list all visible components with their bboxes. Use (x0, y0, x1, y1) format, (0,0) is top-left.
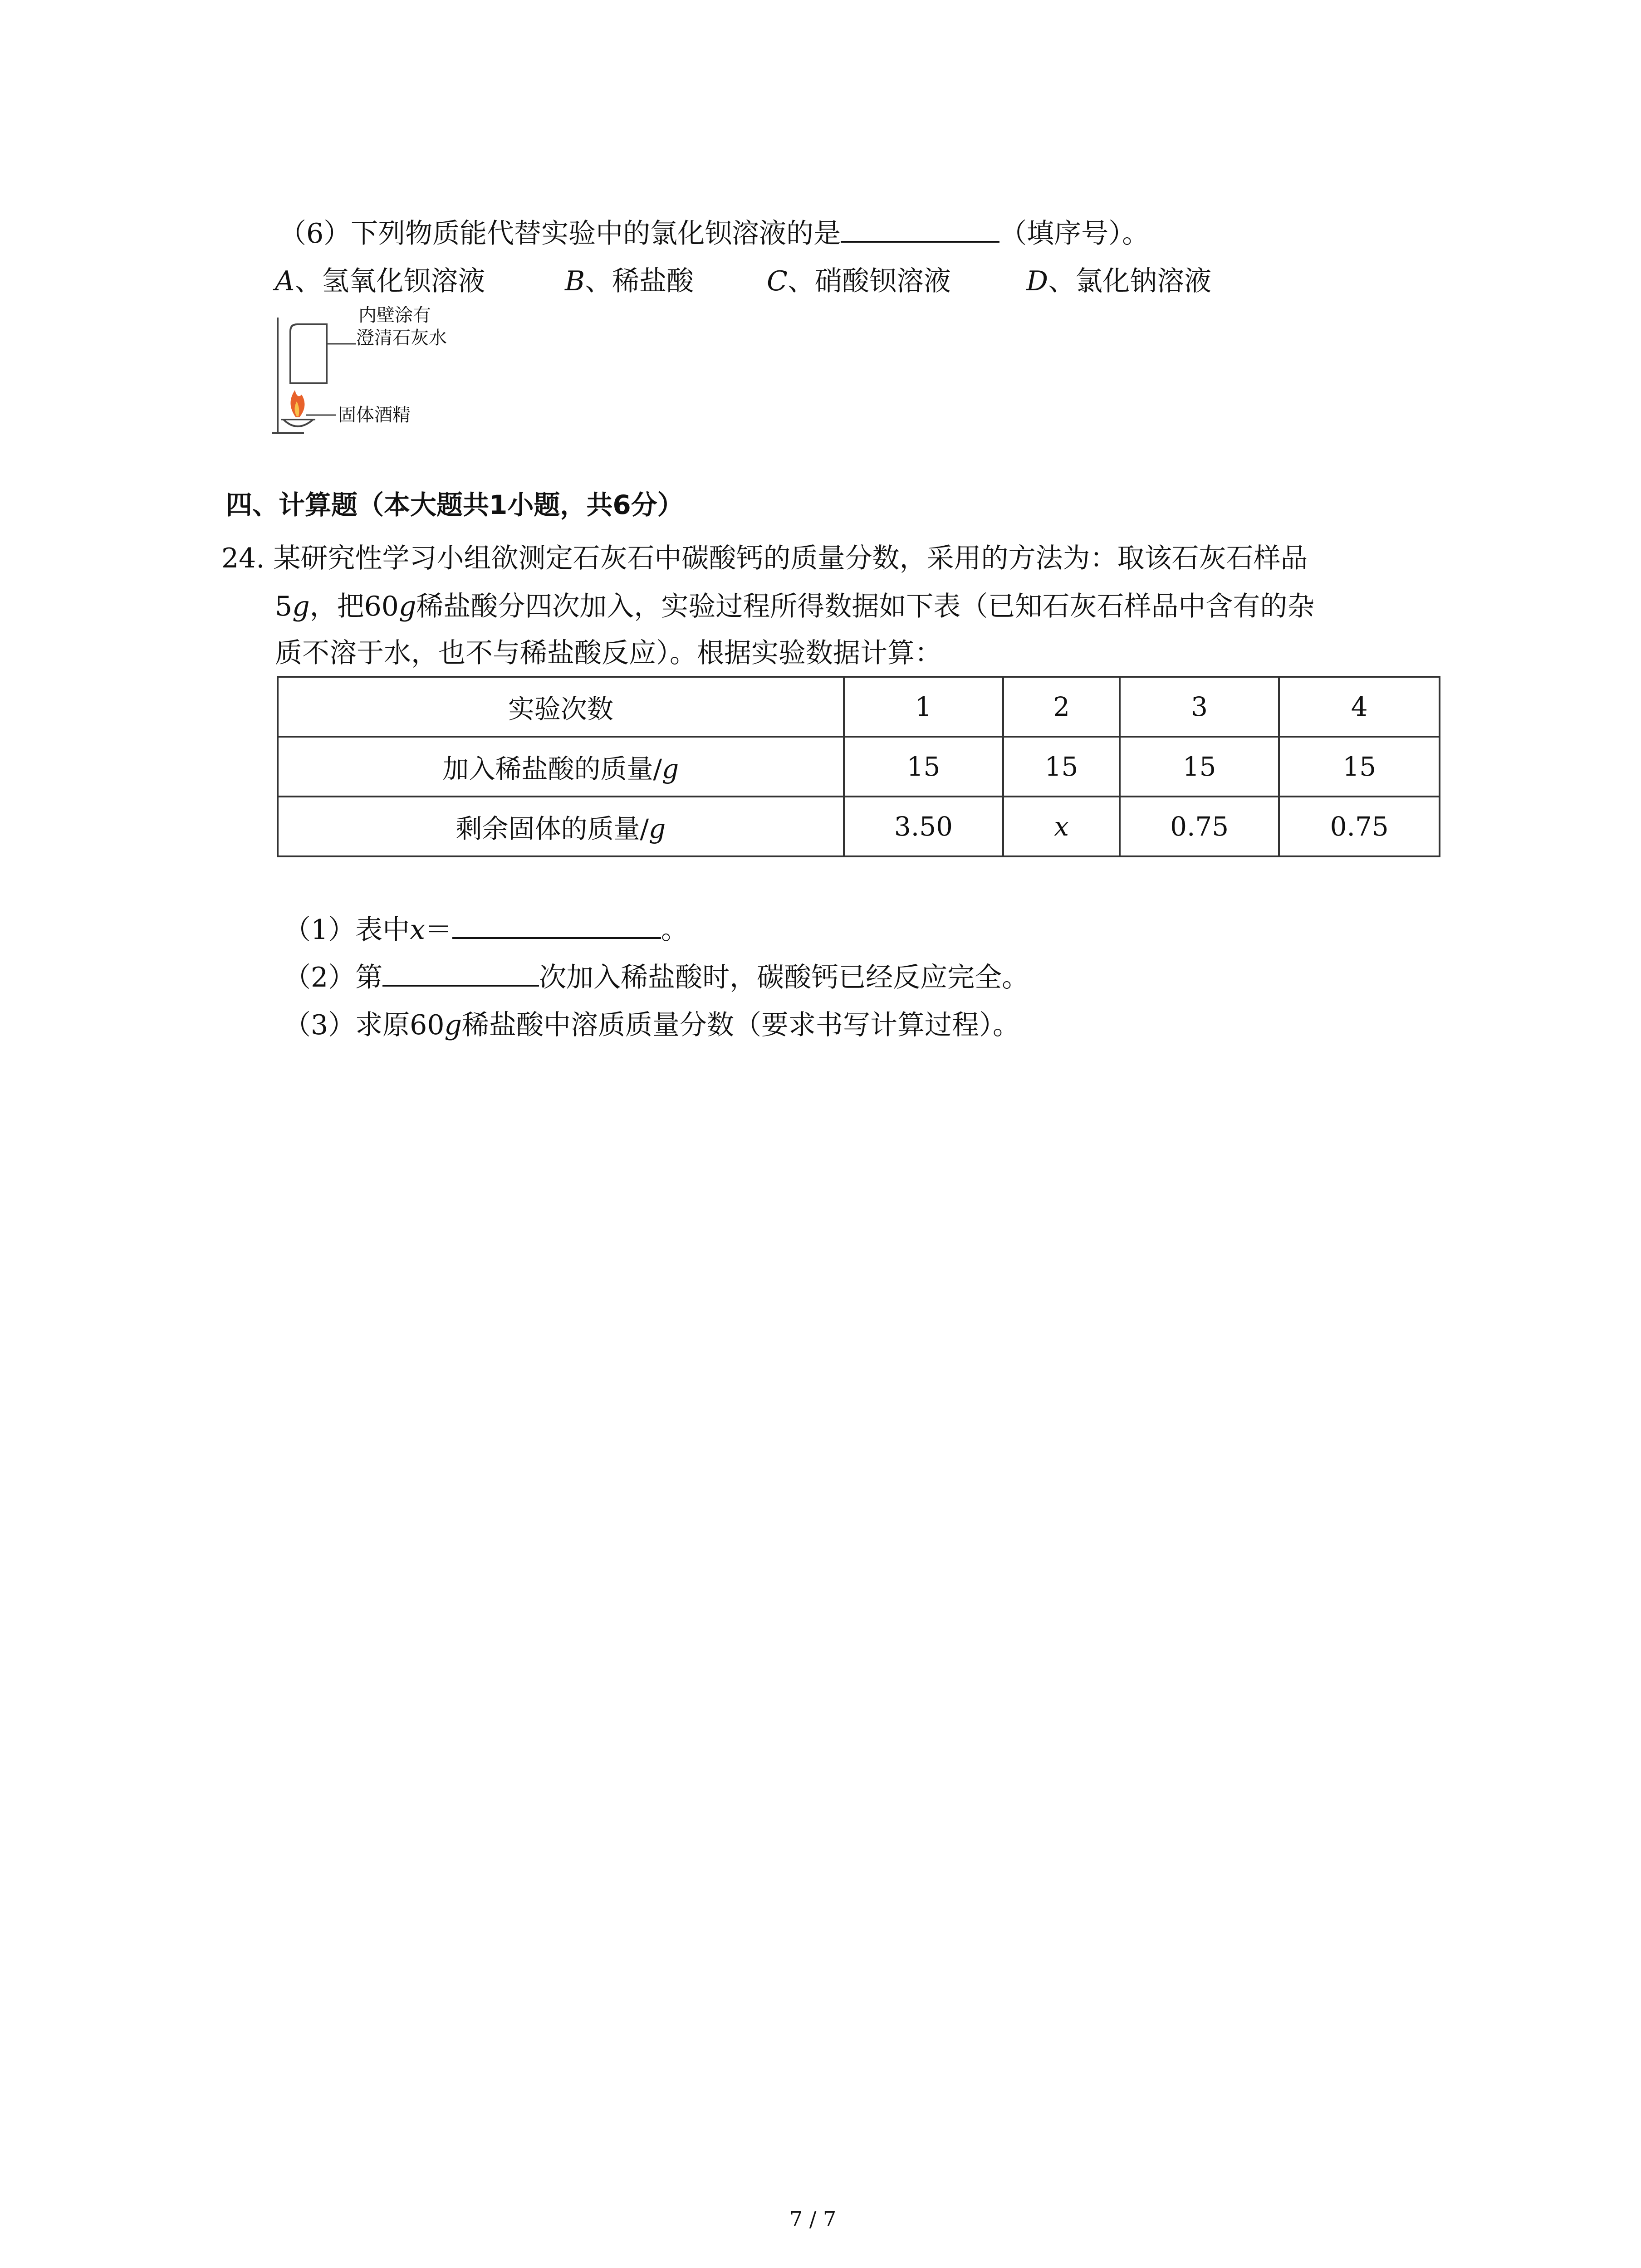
subq2-answer-blank[interactable] (382, 958, 539, 987)
subq-3: （3）求原60g稀盐酸中溶质质量分数（要求书写计算过程）。 (284, 1009, 1020, 1041)
section4-title: 四、计算题（本大题共1小题，共6分） (226, 489, 684, 520)
q24-line2: 5g，把60g稀盐酸分四次加入，实验过程所得数据如下表（已知石灰石样品中含有的杂 (275, 591, 1315, 622)
table-cell: x (1003, 797, 1120, 856)
subq1-answer-blank[interactable] (452, 910, 661, 939)
experiment-data-table (277, 676, 1440, 857)
table-cell: 3.50 (844, 797, 1004, 856)
figure-label-solid-alcohol: 固体酒精 (338, 405, 411, 425)
table-cell: 3 (1120, 677, 1279, 737)
table-row-acid (278, 737, 1440, 797)
subq-2: （2）第 次加入稀盐酸时，碳酸钙已经反应完全。 (284, 957, 1029, 998)
figure-label-wall-coating: 内壁涂有 (358, 305, 431, 326)
figure-label-limewater: 澄清石灰水 (356, 327, 447, 348)
table-cell: 15 (1120, 737, 1279, 797)
table-header-label: 实验次数 (278, 677, 844, 737)
experiment-figure (272, 304, 463, 440)
q24-line3: 质不溶于水，也不与稀盐酸反应）。根据实验数据计算： (275, 637, 942, 669)
table-cell: 2 (1003, 677, 1120, 737)
q6-answer-blank[interactable] (841, 214, 999, 243)
q6-option-d: D、氯化钠溶液 (1026, 265, 1212, 297)
table-row-label: 加入稀盐酸的质量/g (278, 737, 844, 797)
q6-option-a: A、氢氧化钡溶液 (275, 265, 485, 297)
q6-stem: （6）下列物质能代替实验中的氯化钡溶液的是 （填序号）。 (279, 213, 1149, 254)
table-cell: 15 (1279, 737, 1440, 797)
table-cell: 15 (1003, 737, 1120, 797)
table-cell: 1 (844, 677, 1004, 737)
q6-option-c: C、硝酸钡溶液 (767, 265, 951, 297)
table-row-header (278, 677, 1440, 737)
table-cell: 15 (844, 737, 1004, 797)
subq-1: （1）表中x＝ 。 (284, 909, 688, 950)
table-cell: 4 (1279, 677, 1440, 737)
table-cell: 0.75 (1120, 797, 1279, 856)
page-number: 7 / 7 (789, 2207, 837, 2231)
q24-line1: 24. 某研究性学习小组欲测定石灰石中碳酸钙的质量分数，采用的方法为：取该石灰石样品 (221, 543, 1308, 574)
table-cell: 0.75 (1279, 797, 1440, 856)
table-row-label: 剩余固体的质量/g (278, 797, 844, 856)
table-row-solid (278, 797, 1440, 856)
q6-option-b: B、稀盐酸 (565, 265, 694, 297)
q6-options (275, 261, 485, 302)
